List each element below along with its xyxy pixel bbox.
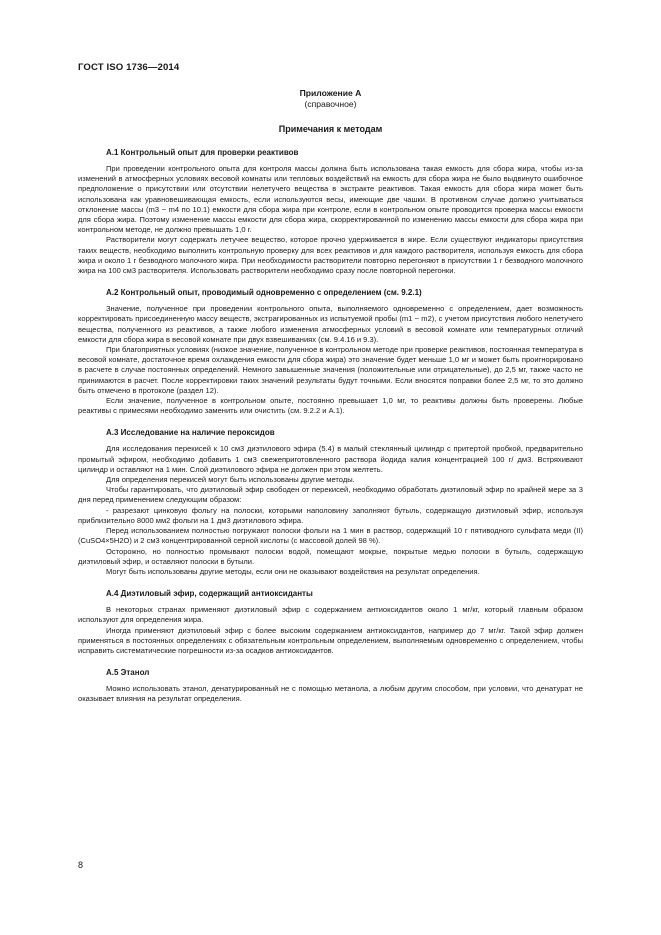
paragraph: Чтобы гарантировать, что диэтиловый эфир свободен от перекисей, необходимо обработать диэтиловый эфир по крайней мере за 3 дня перед применением следующим образом: [78,485,583,505]
paragraph: Перед использованием полностью погружают полоски фольги на 1 мин в раствор, содержащий 10 г пятиводного сульфата меди (II) (CuSO4×5H2O) и 2 см3 концентрированной серной кислоты (с массовой долей 98 %). [78,526,583,546]
paragraph: Для определения перекисей могут быть использованы другие методы. [106,475,355,485]
paragraph: Для исследования перекисей к 10 см3 диэтилового эфира (5.4) в малый стеклянный цилиндр с притертой пробкой, предварительно промытый эфиром, необходимо добавить 1 см3 свежеприготовленного раствора йодида калия концентрацией 100 г/ дм3. Встряхивают цилиндр и оставляют на 1 мин. Слой диэтилового эфира не должен при этом желтеть. [78,444,583,474]
paragraph: Если значение, полученное в контрольном опыте, постоянно превышает 1,0 мг, то реактивы должны быть проверены. Любые реактивы с примесями необходимо заменить или очистить (см. 9.2.2 и A.1). [78,396,583,416]
standard-header: ГОСТ ISO 1736—2014 [78,62,180,73]
paragraph: Осторожно, но полностью промывают полоски водой, помещают мокрые, покрытые медью полоски в бутыль, содержащую диэтиловый эфир, и оставляют полоски в бутыли. [78,546,583,566]
section-heading-a5: A.5 Этанол [106,668,150,678]
section-heading-a3: A.3 Исследование на наличие пероксидов [106,428,275,438]
paragraph: Можно использовать этанол, денатурированный не с помощью метанола, а любым другим способом, при условии, что денатурат не оказывает влияния на результат определения. [78,684,583,704]
paragraph: Иногда применяют диэтиловый эфир с более высоким содержанием антиоксидантов, например до 7 мг/кг. Такой эфир должен применяться в постоянных определениях с обязательным контрольным определением, выполняемым одновременно с определением, чтобы исправить систематические погрешности из-за осадков антиоксидантов. [78,625,583,655]
page-number: 8 [78,860,84,870]
paragraph: Растворители могут содержать летучее вещество, которое прочно удерживается в жире. Если существуют индикаторы присутствия таких веществ, необходимо выполнить контрольную проверку для всех реактивов и для каждого растворителя, используя емкость для сбора жира и около 1 г безводного молочного жира. При необходимости растворители повторно перегоняют в присутствии 1 г безводного молочного жира на 100 см3 растворителя. Использовать растворители необходимо сразу после повторной перегонки. [78,235,583,276]
appendix-block [78,88,583,110]
section-heading-a4: A.4 Диэтиловый эфир, содержащий антиоксиданты [106,589,313,599]
paragraph: Значение, полученное при проведении контрольного опыта, выполняемого одновременно с определением, дает возможность корректировать присоединенную массу веществ, экстрагированных из испытуемой пробы (m1 − m2), с учетом присутствия любого нелетучего вещества, полученного из реактивов, а также любого изменения атмосферных условий в весовой комнате или температурных отличий емкости для сбора жира в весовой комнате при двух взвешиваниях (см. 9.4.16 и 9.3). [78,304,583,344]
paragraph: Могут быть использованы другие методы, если они не оказывают воздействия на результат определения. [106,566,480,576]
appendix-subtitle: (справочное) [304,99,357,109]
appendix-title: Приложение A [299,88,362,98]
section-heading-a2: A.2 Контрольный опыт, проводимый одновременно с определением (см. 9.2.1) [106,288,422,298]
main-title: Примечания к методам [278,124,383,134]
section-heading-a1: A.1 Контрольный опыт для проверки реактивов [106,148,299,157]
paragraph: - разрезают цинковую фольгу на полоски, которыми наполовину заполняют бутыль, содержащую диэтиловый эфир, используя приблизительно 8000 мм2 фольги на 1 дм3 диэтилового эфира. [78,505,583,525]
paragraph: При проведении контрольного опыта для контроля массы должна быть использована такая емкость для сбора жира, чтобы из-за изменений в атмосферных условиях весовой комнаты или тепловых воздействий на емкость для сбора жира не было выдвинуто ошибочное предположение о присутствии или отсутствии нелетучего вещества в экстракте реактивов. Такая емкость для сбора жира может быть использована как уравновешивающая емкость, если используются весы, имеющие две чашки. В противном случае должно учитываться отклонение массы (m3 − m4 по 10.1) емкости для сбора жира при контроле, если в контрольном опыте проводится проверка массы емкости для сбора жира. Поэтому изменение массы емкости для сбора жира, скорректированной по изменению массы емкости для сбора жира при контрольном методе, не должно превышать 1,0 г. [78,164,583,235]
paragraph: При благоприятных условиях (низкое значение, полученное в контрольном методе при проверке реактивов, постоянная температура в весовой комнате, достаточное время охлаждения емкости для сбора жира) это значение будет меньше 1,0 мг и может быть проигнорировано в расчете в случае постоянных определений. Немного завышенные значения (положительные или отрицательные), до 2,5 мг, также часто не принимаются в расчет. После корректировки таких значений результаты будут точными. Если вносятся поправки более 2,5 мг, то это должно быть отмечено в протоколе (раздел 12). [78,345,583,395]
paragraph: В некоторых странах применяют диэтиловый эфир с содержанием антиоксидантов около 1 мг/кг, который главным образом используют для определения жира. [78,605,583,625]
document-body [78,142,583,705]
